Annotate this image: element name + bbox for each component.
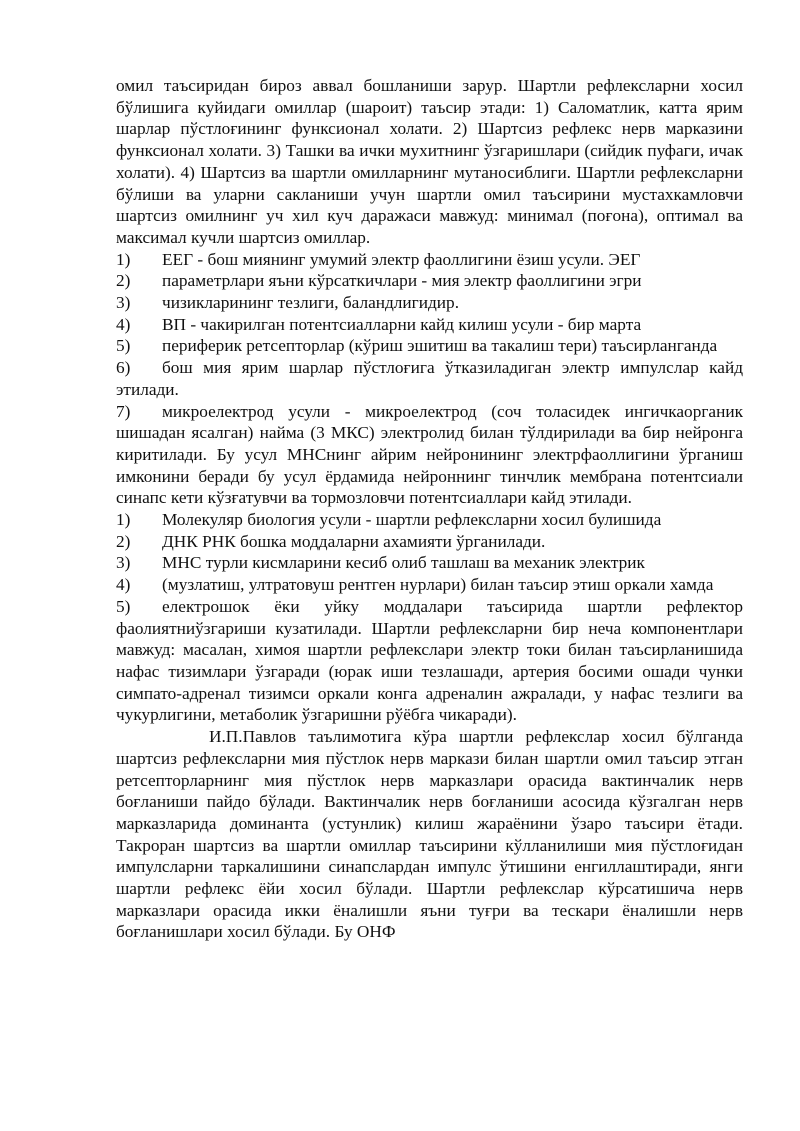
closing-paragraph: И.П.Павлов таълимотига кўра шартли рефлекслар хосил бўлганда шартсиз рефлексларни мия пўстлок нерв маркази билан шартли омил таъсир этган ретсепторларнинг мия пўстлок нерв марказлари орасида вактинчалик нерв боғланиши пайдо бўлади. Вактинчалик нерв боғланиши асосида кўзгалган нерв марказларида доминанта (устунлик) килиш жараёнини ўзаро таъсири ётади. Такроран шартсиз ва шартли омиллар таъсирини кўлланилиши мия пўстлоғидан импулсларни таркалишини синапслардан импулс ўтишини енгиллаштиради, янги шартли рефлекс ёйи хосил бўлади. Шартли рефлекслар кўрсатишича нерв марказлари орасида икки ёналишли яъни туғри ва тескари ёналишли нерв боғланишлари хосил бўлади. Бу ОНФ xyxy=(116,727,743,942)
list-item-number: 2) xyxy=(116,271,131,291)
list-item-text: периферик ретсепторлар (кўриш эшитиш ва такалиш тери) таъсирланганда xyxy=(162,336,718,356)
list-item-number: 3) xyxy=(116,553,131,573)
list-item-number: 3) xyxy=(116,293,131,313)
list-item-text: Молекуляр биология усули - шартли рефлексларни хосил булишида xyxy=(162,510,662,530)
list-item xyxy=(116,596,743,726)
list-item xyxy=(116,249,743,271)
list-item-number: 5) xyxy=(116,336,131,356)
list-item-number: 1) xyxy=(116,249,131,269)
list-item xyxy=(116,314,743,336)
methods-list-1 xyxy=(116,249,743,509)
list-item xyxy=(116,509,743,531)
list-item-number: 6) xyxy=(116,358,131,378)
list-item-number: 4) xyxy=(116,575,131,595)
list-item xyxy=(116,401,743,510)
list-item xyxy=(116,357,743,400)
list-item xyxy=(116,292,743,314)
list-item-text: МНС турли кисмларини кесиб олиб ташлаш ва механик электрик xyxy=(162,553,645,573)
list-item-text: бош мия ярим шарлар пўстлоғига ўтказиладиган электр импулслар кайд этилади. xyxy=(116,358,743,399)
list-item-number: 2) xyxy=(116,531,131,551)
list-item xyxy=(116,335,743,357)
list-item-text: чизикларининг тезлиги, баландлигидир. xyxy=(162,293,460,313)
list-item-text: ЕЕГ - бош миянинг умумий электр фаоллигини ёзиш усули. ЭЕГ xyxy=(162,249,641,269)
list-item-text: ДНК РНК бошка моддаларни ахамияти ўрганилади. xyxy=(162,531,546,551)
list-item-text: електрошок ёки уйку моддалари таъсирида шартли рефлектор фаолиятниўзгариши кузатилади. Шартли рефлексларни бир неча компонентлари мавжуд: масалан, химоя шартли рефлекслари электр токи билан таъсирланишида нафас тизимлари ўзгаради (юрак иши тезлашади, артерия босими ошади чунки симпато-адренал тизимси оркали конга адреналин ажралади, у нафас тезлиги ва чукурлигини, метаболик ўзгаришни рўёбга чикаради). xyxy=(116,596,743,725)
list-item-number: 1) xyxy=(116,510,131,530)
list-item xyxy=(116,574,743,596)
list-item-text: (музлатиш, ултратовуш рентген нурлари) билан таъсир этиш оркали хамда xyxy=(162,575,714,595)
list-item xyxy=(116,270,743,292)
list-item-text: ВП - чакирилган потентсиалларни кайд килиш усули - бир марта xyxy=(162,314,642,334)
list-item-text: параметрлари яъни кўрсаткичлари - мия электр фаоллигини эгри xyxy=(162,271,642,291)
methods-list-2 xyxy=(116,509,743,726)
list-item-number: 7) xyxy=(116,401,131,421)
list-item-text: микроелектрод усули - микроелектрод (соч толасидек ингичкаорганик шишадан ясалган) найма (3 МКС) электролид билан тўлдирилади ва бир нейронга киритилади. Бу усул МНСнинг айрим нейронининг электрфаоллигини ўрганиш имконини беради бу усул ёрдамида нейроннинг тинчлик мембрана потентсиали синапс кети кўзғатувчи ва тормозловчи потентсиаллари кайд этилади. xyxy=(116,401,743,508)
intro-paragraph: омил таъсиридан бироз аввал бошланиши зарур. Шартли рефлексларни хосил бўлишига куйидаги омиллар (шароит) таъсир этади: 1) Саломатлик, катта ярим шарлар пўстлоғининг функсионал холати. 2) Шартсиз рефлекс нерв марказини функсионал холати. 3) Ташки ва ички мухитнинг ўзгаришлари (сийдик пуфаги, ичак холати). 4) Шартсиз ва шартли омилларнинг мутаносиблиги. Шартли рефлексларни бўлиши ва уларни сакланиши учун шартли омил таъсирини мустахкамловчи шартсиз омилнинг уч хил куч даражаси мавжуд: минимал (поғона), оптимал ва максимал кучли шартсиз омиллар. xyxy=(116,76,743,247)
list-item-number: 5) xyxy=(116,596,131,616)
list-item-number: 4) xyxy=(116,314,131,334)
list-item xyxy=(116,552,743,574)
list-item xyxy=(116,531,743,553)
